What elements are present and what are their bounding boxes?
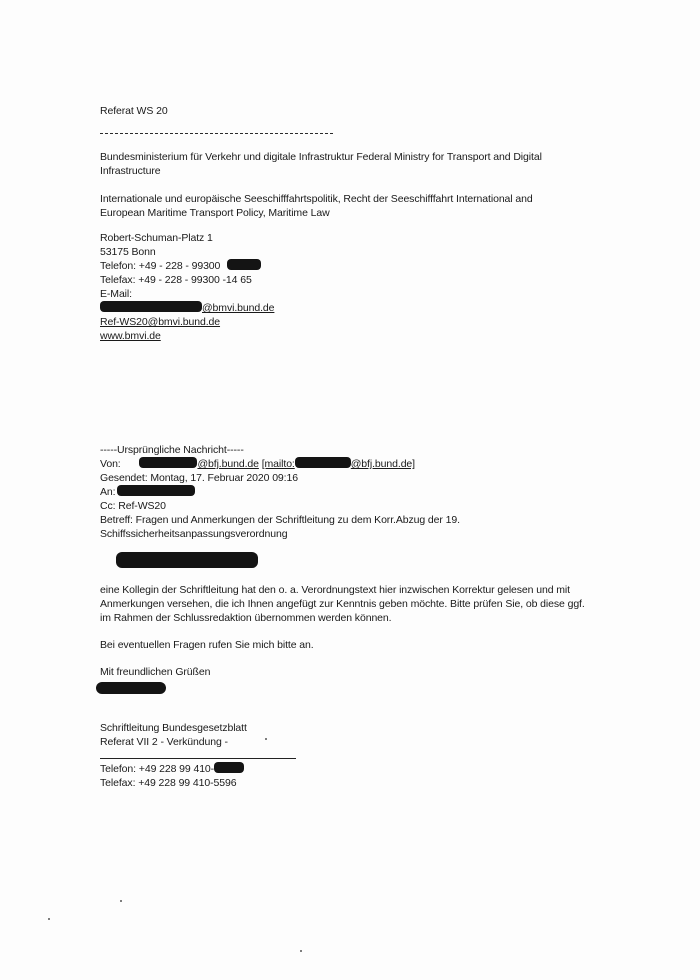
- signature-telefon: [100, 762, 244, 776]
- city-address: 53175 Bonn: [100, 246, 156, 258]
- redacted-salutation: [116, 552, 258, 568]
- ref-email-link[interactable]: Ref-WS20@bmvi.bund.de: [100, 316, 221, 328]
- scan-speck: [120, 900, 122, 902]
- from-label: Von:: [100, 458, 121, 470]
- signature-telefax: Telefax: +49 228 99 410-5596: [100, 777, 237, 789]
- to-line: [100, 485, 195, 499]
- to-label: An:: [100, 486, 116, 498]
- redaction-bar: [100, 301, 202, 312]
- signature-divider: [100, 758, 296, 759]
- redaction-bar: [227, 259, 261, 270]
- telefax-line: Telefax: +49 - 228 - 99300 -14 65: [100, 274, 252, 286]
- body-paragraph-1: eine Kollegin der Schriftleitung hat den o. a. Verordnungstext hier inzwischen Korrektur gelesen und mit Anmerkungen versehen, die ich Ihnen angefügt zur Kenntnis geben möchte. Bitte prüfen Sie, ob diese ggf. im Rahmen der Schlussredaktion übernommen werden können.: [100, 584, 585, 624]
- redaction-bar: [117, 485, 195, 496]
- subject-line: Betreff: Fragen und Anmerkungen der Schriftleitung zu dem Korr.Abzug der 19. Schiffssicherheitsanpassungsverordnung: [100, 514, 460, 540]
- signature-referat: Referat VII 2 - Verkündung -: [100, 736, 228, 748]
- original-message-marker: -----Ursprüngliche Nachricht-----: [100, 444, 244, 456]
- dashed-separator: [100, 133, 333, 134]
- department-name: Internationale und europäische Seeschifffahrtspolitik, Recht der Seeschifffahrt International and European Maritime Transport Policy, Maritime Law: [100, 193, 533, 219]
- ministry-name: Bundesministerium für Verkehr und digitale Infrastruktur Federal Ministry for Transport and Digital Infrastructure: [100, 151, 542, 177]
- street-address: Robert-Schuman-Platz 1: [100, 232, 213, 244]
- from-domain[interactable]: @bfj.bund.de: [197, 458, 259, 470]
- mailto-domain[interactable]: @bfj.bund.de]: [350, 458, 415, 470]
- telefon-text: Telefon: +49 - 228 - 99300: [100, 260, 221, 272]
- scan-speck: [48, 918, 50, 920]
- closing-line: Mit freundlichen Grüßen: [100, 666, 211, 678]
- from-line: [100, 457, 415, 471]
- mailto-open[interactable]: [mailto:: [261, 458, 295, 470]
- sent-line: Gesendet: Montag, 17. Februar 2020 09:16: [100, 472, 298, 484]
- redacted-name: [96, 682, 166, 694]
- referat-heading: Referat WS 20: [100, 105, 168, 117]
- cc-line: Cc: Ref-WS20: [100, 500, 166, 512]
- body-paragraph-2: Bei eventuellen Fragen rufen Sie mich bitte an.: [100, 639, 314, 651]
- scan-speck: [265, 738, 267, 740]
- signature-org: Schriftleitung Bundesgesetzblatt: [100, 722, 247, 734]
- email-label: E-Mail:: [100, 288, 132, 300]
- telefon-line: [100, 259, 261, 273]
- email-address[interactable]: [100, 301, 274, 315]
- scan-speck: [300, 950, 302, 952]
- redaction-bar: [295, 457, 351, 468]
- redaction-bar: [214, 762, 244, 773]
- website-link[interactable]: www.bmvi.de: [100, 330, 161, 342]
- email-domain: @bmvi.bund.de: [202, 302, 275, 314]
- redaction-bar: [139, 457, 197, 468]
- signature-telefon-text: Telefon: +49 228 99 410-: [100, 763, 215, 775]
